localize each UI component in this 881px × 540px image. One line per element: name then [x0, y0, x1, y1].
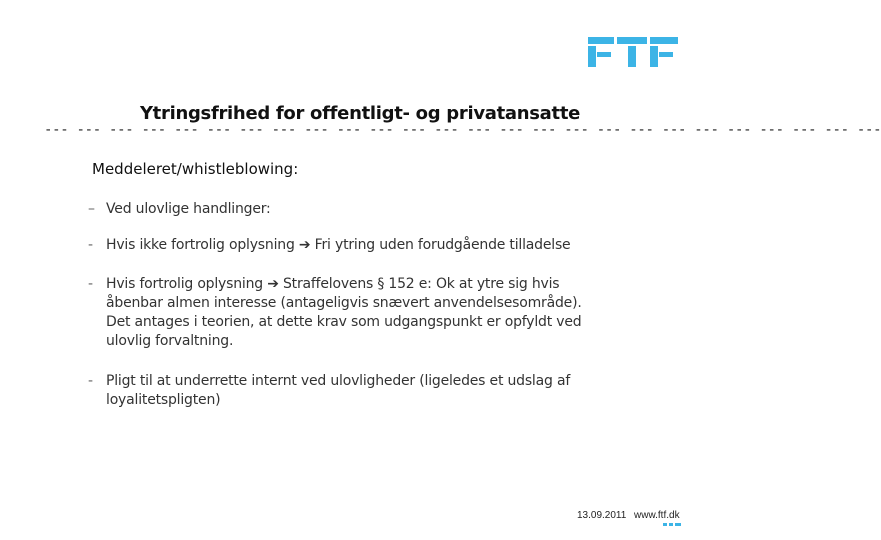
section-heading: Meddeleret/whistleblowing:: [92, 160, 299, 178]
title-divider: --- --- --- --- --- --- --- --- --- --- --- --- --- --- --- --- --- --- --- --- --- --- --- --- --- ---: [44, 122, 881, 138]
slide-title: Ytringsfrihed for offentligt- og privatansatte: [139, 103, 581, 124]
list-marker: -: [88, 373, 93, 389]
list-item-line: Hvis fortrolig oplysning ➔ Straffelovens § 152 e: Ok at ytre sig hvis: [106, 276, 560, 292]
list-marker: –: [88, 201, 95, 217]
footer-accent-bar: [663, 523, 681, 526]
ftf-logo: [586, 34, 680, 70]
list-item: [88, 237, 570, 253]
list-item-text: Hvis ikke fortrolig oplysning ➔ Fri ytring uden forudgående tilladelse: [106, 237, 571, 253]
list-item-text: Ved ulovlige handlinger:: [106, 201, 271, 217]
list-item-line: loyalitetspligten): [106, 392, 221, 408]
list-item: [88, 275, 648, 351]
list-item-line: Det antages i teorien, at dette krav som udgangspunkt er opfyldt ved: [106, 314, 582, 330]
list-item: [88, 201, 271, 217]
footer-url-link[interactable]: www.ftf.dk: [634, 510, 680, 521]
list-item-line: åbenbar almen interesse (antageligvis snævert anvendelsesområde).: [106, 295, 582, 311]
list-marker: -: [88, 237, 93, 253]
list-item-line: ulovlig forvaltning.: [106, 333, 234, 349]
footer-date: 13.09.2011: [577, 510, 627, 521]
list-item: [88, 372, 648, 410]
list-marker: -: [88, 276, 93, 292]
list-item-line: Pligt til at underrette internt ved ulovligheder (ligeledes et udslag af: [106, 373, 571, 389]
